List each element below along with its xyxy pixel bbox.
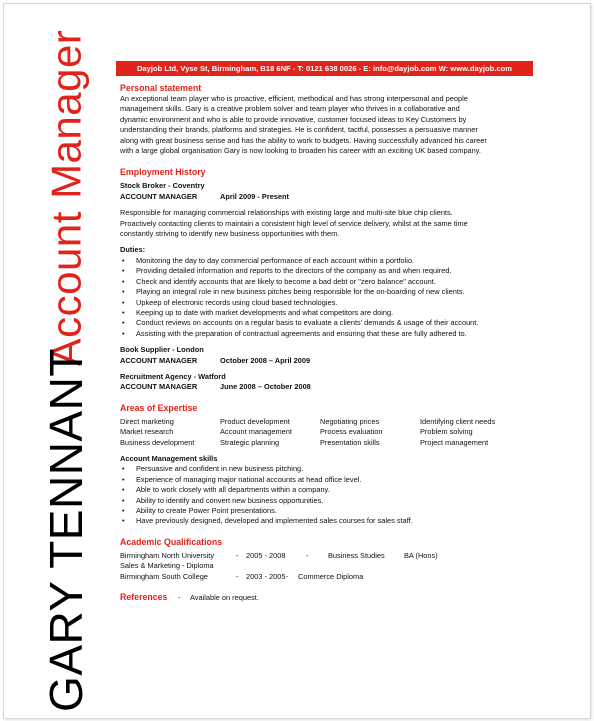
list-item: • Conduct reviews on accounts on a regular basis to evaluate a clients' demands & usage of their account.	[120, 318, 538, 328]
separator: -	[236, 571, 239, 581]
expertise-item: Problem solving	[420, 427, 473, 437]
list-item: • Persuasive and confident in new business pitching.	[120, 464, 538, 474]
job-dates: October 2008 – April 2009	[220, 355, 311, 365]
duties-list	[120, 256, 538, 339]
job-title-row	[120, 192, 538, 202]
list-item: • Experience of managing major national accounts at head office level.	[120, 475, 538, 485]
references-text: Available on request.	[190, 593, 259, 603]
course: Business Studies	[328, 550, 385, 560]
section-heading: Academic Qualifications	[120, 536, 223, 547]
separator: -	[306, 550, 309, 560]
text-line: with a large global organisation Gary is now looking to broaden his career with an exciting UK based company.	[120, 146, 481, 156]
list-item: • Assisting with the preparation of contractual agreements and ensuring that these are fully adhered to.	[120, 329, 538, 339]
references-section	[120, 591, 538, 603]
duties-label: Duties:	[120, 245, 146, 255]
expertise-item: Account management	[220, 427, 292, 437]
expertise-item: Market research	[120, 427, 174, 437]
text-line: understanding their brands, platforms and strategies. He is confident, tactful, possesses a persuasive manner	[120, 125, 478, 135]
resume-body	[120, 82, 538, 603]
resume-page	[3, 3, 591, 719]
list-item: • Keeping up to date with market developments and what competitors are doing.	[120, 308, 538, 318]
qualification-row	[120, 572, 538, 582]
expertise-item: Presentation skills	[320, 437, 380, 447]
text-line: dynamic environment and who is able to provide innovative, customer focused ideas to Key Customers by	[120, 114, 467, 124]
skills-label: Account Management skills	[120, 453, 218, 463]
list-item: • Check and identify accounts that are likely to become a bad debt or "zero balance" account.	[120, 277, 538, 287]
section-heading: References	[120, 592, 168, 603]
employer: Book Supplier - London	[120, 345, 204, 355]
text-line: along with great business sense and has the ability to work to budgets. Having successfully advanced his career	[120, 135, 487, 145]
expertise-item: Project management	[420, 437, 489, 447]
section-heading: Personal statement	[120, 83, 202, 93]
text-line: An exceptional team player who is proactive, efficient, methodical and has strong interpersonal and people	[120, 94, 468, 103]
job-dates: June 2008 – October 2008	[220, 382, 311, 392]
institution: Birmingham North University	[120, 550, 215, 560]
employer: Stock Broker - Coventry	[120, 181, 205, 191]
separator: -	[286, 571, 289, 581]
list-item: • Ability to identify and convert new business opportunities.	[120, 496, 538, 506]
expertise-grid	[120, 417, 538, 448]
job-title-row	[120, 356, 538, 366]
employment-section	[120, 166, 538, 392]
years: 2005 - 2008	[246, 550, 286, 560]
expertise-item: Process evaluation	[320, 427, 383, 437]
text-line: management skills. Gary is a creative problem solver and team player who thrives in a collaborative and	[120, 104, 460, 114]
text-line: Responsible for managing commercial relationships with existing large and multi-site blue chip clients.	[120, 208, 453, 218]
list-item: • Playing an integral role in new business pitches being responsible for the on-boarding of new clients.	[120, 287, 538, 297]
job-title: ACCOUNT MANAGER	[120, 355, 198, 365]
expertise-item: Business development	[120, 437, 195, 447]
expertise-item: Product development	[220, 416, 290, 426]
qualification-row: Sales & Marketing - Diploma	[120, 561, 214, 571]
expertise-section	[120, 402, 538, 527]
sidebar-role	[18, 29, 114, 367]
expertise-item: Identifying client needs	[420, 416, 496, 426]
expertise-item: Strategic planning	[220, 437, 280, 447]
section-heading: Areas of Expertise	[120, 402, 198, 413]
employer: Recruitment Agency - Watford	[120, 371, 226, 381]
role-title: Account Manager	[42, 29, 90, 367]
list-item: • Able to work closely with all departments within a company.	[120, 485, 538, 495]
list-item: • Upkeep of electronic records using cloud based technologies.	[120, 298, 538, 308]
grade: BA (Hons)	[404, 550, 438, 560]
list-item: • Ability to create Power Point presentations.	[120, 506, 538, 516]
candidate-name: GARY TENNANT	[40, 348, 92, 712]
contact-bar: Dayjob Ltd, Vyse St, Birmingham, B18 6NF - T: 0121 638 0026 - E: info@dayjob.com W: www.dayjob.com	[116, 61, 533, 76]
section-heading: Employment History	[120, 167, 206, 178]
list-item: • Have previously designed, developed and implemented sales courses for sales staff.	[120, 516, 538, 526]
job-title: ACCOUNT MANAGER	[120, 382, 198, 392]
text-line: Proactively contacting clients to maintain a consistent high level of service delivery, whilst at the same time	[120, 218, 468, 228]
list-item: • Monitoring the day to day commercial performance of each account within a portfolio.	[120, 256, 538, 266]
job-description	[120, 208, 538, 239]
years: 2003 - 2005	[246, 571, 286, 581]
text-line: constantly striving to identify new business opportunities with them.	[120, 229, 340, 239]
institution: Birmingham South College	[120, 571, 208, 581]
list-item: • Providing detailed information and reports to the directors of the company as and when required.	[120, 266, 538, 276]
job-dates: April 2009 - Present	[220, 191, 290, 201]
job-title: ACCOUNT MANAGER	[120, 191, 198, 201]
separator: -	[236, 550, 239, 560]
sidebar-name	[18, 348, 114, 712]
qualification-row	[120, 551, 538, 561]
academic-section	[120, 536, 538, 582]
expertise-item: Negotiating prices	[320, 416, 380, 426]
skills-list	[120, 464, 538, 526]
separator: -	[178, 593, 181, 603]
personal-statement-section	[120, 82, 538, 156]
expertise-item: Direct marketing	[120, 416, 174, 426]
course: Commerce Diploma	[298, 571, 364, 581]
job-title-row	[120, 382, 538, 392]
